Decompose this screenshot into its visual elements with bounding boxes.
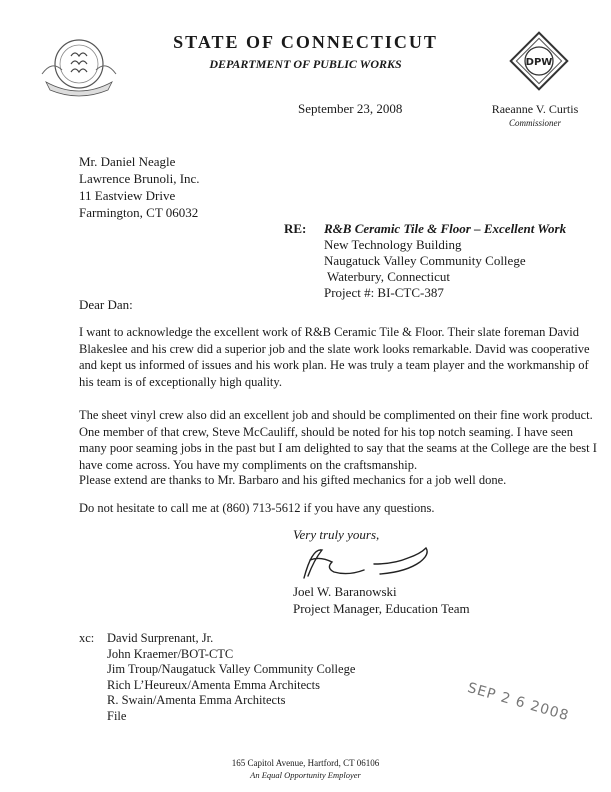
signer-block	[293, 583, 470, 617]
xc-recipient: David Surprenant, Jr.	[107, 631, 214, 645]
body-paragraph: Do not hesitate to call me at (860) 713-5612 if you have any questions.	[79, 501, 435, 515]
re-label: RE:	[284, 221, 307, 236]
xc-list	[107, 631, 355, 725]
footer-tagline: An Equal Opportunity Employer	[250, 770, 361, 780]
re-subject: R&B Ceramic Tile & Floor – Excellent Work	[324, 221, 567, 236]
dpw-logo-icon	[506, 28, 572, 94]
address-line: Lawrence Brunoli, Inc.	[79, 171, 200, 186]
letterhead-department: DEPARTMENT OF PUBLIC WORKS	[209, 57, 402, 71]
body-paragraph: I want to acknowledge the excellent work of R&B Ceramic Tile & Floor. Their slate foreman David Blakeslee and his crew did a superior job and the slate work looks remarkable. David was cooperative and kept us informed of issues and his work plan. He was truly a team player and the workmanship of his team is of exceptionally high quality.	[79, 325, 590, 389]
re-block	[324, 221, 566, 301]
xc-recipient: Rich L’Heureux/Amenta Emma Architects	[107, 677, 321, 692]
re-line: Project #: BI-CTC-387	[324, 285, 444, 300]
re-line: New Technology Building	[324, 237, 462, 252]
commissioner-name: Raeanne V. Curtis	[491, 102, 579, 116]
commissioner-title: Commissioner	[508, 118, 561, 128]
signature-icon	[290, 540, 440, 584]
signer-name: Joel W. Baranowski	[293, 584, 397, 599]
commissioner-block	[480, 102, 590, 130]
address-line: 11 Eastview Drive	[79, 188, 176, 203]
xc-recipient: R. Swain/Amenta Emma Architects	[107, 693, 286, 708]
letterhead-title: STATE OF CONNECTICUT	[173, 32, 438, 52]
signer-title: Project Manager, Education Team	[293, 601, 470, 616]
dpw-logo-text: DPW	[525, 57, 553, 68]
body-paragraph: Please extend are thanks to Mr. Barbaro and his gifted mechanics for a job well done.	[79, 473, 507, 487]
recipient-address	[79, 153, 200, 221]
xc-recipient: File	[107, 708, 127, 723]
address-line: Farmington, CT 06032	[79, 205, 199, 220]
footer-address: 165 Capitol Avenue, Hartford, CT 06106	[231, 758, 380, 768]
letter-date: September 23, 2008	[298, 101, 403, 116]
salutation: Dear Dan:	[79, 297, 133, 312]
xc-recipient: Jim Troup/Naugatuck Valley Community College	[107, 662, 356, 677]
address-line: Mr. Daniel Neagle	[79, 154, 176, 169]
body-paragraph: The sheet vinyl crew also did an excellent job and should be complimented on their fine work product. One member of that crew, Steve McCauliff, should be noted for his top notch seaming. I have seen many poor seaming jobs in the past but I am delighted to say that the seams at the College are the best I have come across. You have my compliments on the craftsmanship.	[79, 408, 597, 472]
re-line: Naugatuck Valley Community College	[324, 253, 526, 268]
closing: Very truly yours,	[293, 527, 380, 542]
re-line: Waterbury, Connecticut	[324, 269, 451, 284]
xc-recipient: John Kraemer/BOT-CTC	[107, 646, 234, 661]
xc-label: xc:	[79, 631, 95, 645]
received-stamp: SEP 2 6 2008	[465, 680, 571, 725]
